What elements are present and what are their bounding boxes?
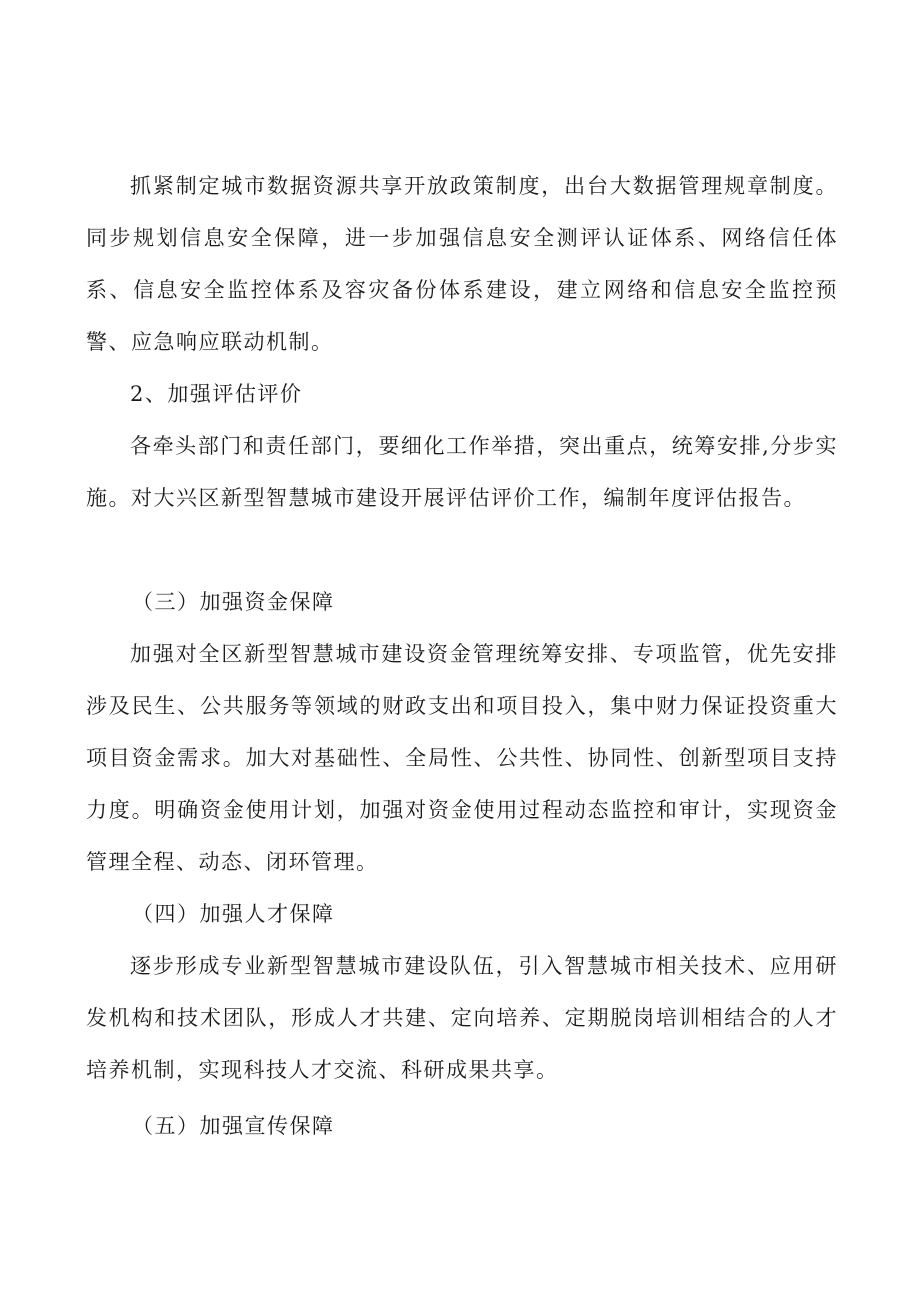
heading-funding: （三）加强资金保障 — [132, 590, 335, 614]
heading-publicity: （五）加强宣传保障 — [132, 1114, 335, 1138]
heading-talent: （四）加强人才保障 — [132, 902, 335, 926]
paragraph-evaluation: 各牵头部门和责任部门，要细化工作举措，突出重点，统筹安排,分步实施。对大兴区新型智慧城市建设开展评估评价工作，编制年度评估报告。 — [86, 434, 838, 510]
paragraph-funding: 加强对全区新型智慧城市建设资金管理统筹安排、专项监管，优先安排涉及民生、公共服务等领域的财政支出和项目投入，集中财力保证投资重大项目资金需求。加大对基础性、全局性、公共性、协同性、创新型项目支持力度。明确资金使用计划，加强对资金使用过程动态监控和审计，实现资金管理全程、动态、闭环管理。 — [86, 642, 838, 874]
paragraph-data-security: 抓紧制定城市数据资源共享开放政策制度，出台大数据管理规章制度。同步规划信息安全保障，进一步加强信息安全测评认证体系、网络信任体系、信息安全监控体系及容灾备份体系建设，建立网络和信息安全监控预警、应急响应联动机制。 — [86, 174, 838, 354]
paragraph-talent: 逐步形成专业新型智慧城市建设队伍，引入智慧城市相关技术、应用研发机构和技术团队，形成人才共建、定向培养、定期脱岗培训相结合的人才培养机制，实现科技人才交流、科研成果共享。 — [86, 954, 838, 1082]
heading-evaluation: 2、加强评估评价 — [130, 382, 303, 406]
